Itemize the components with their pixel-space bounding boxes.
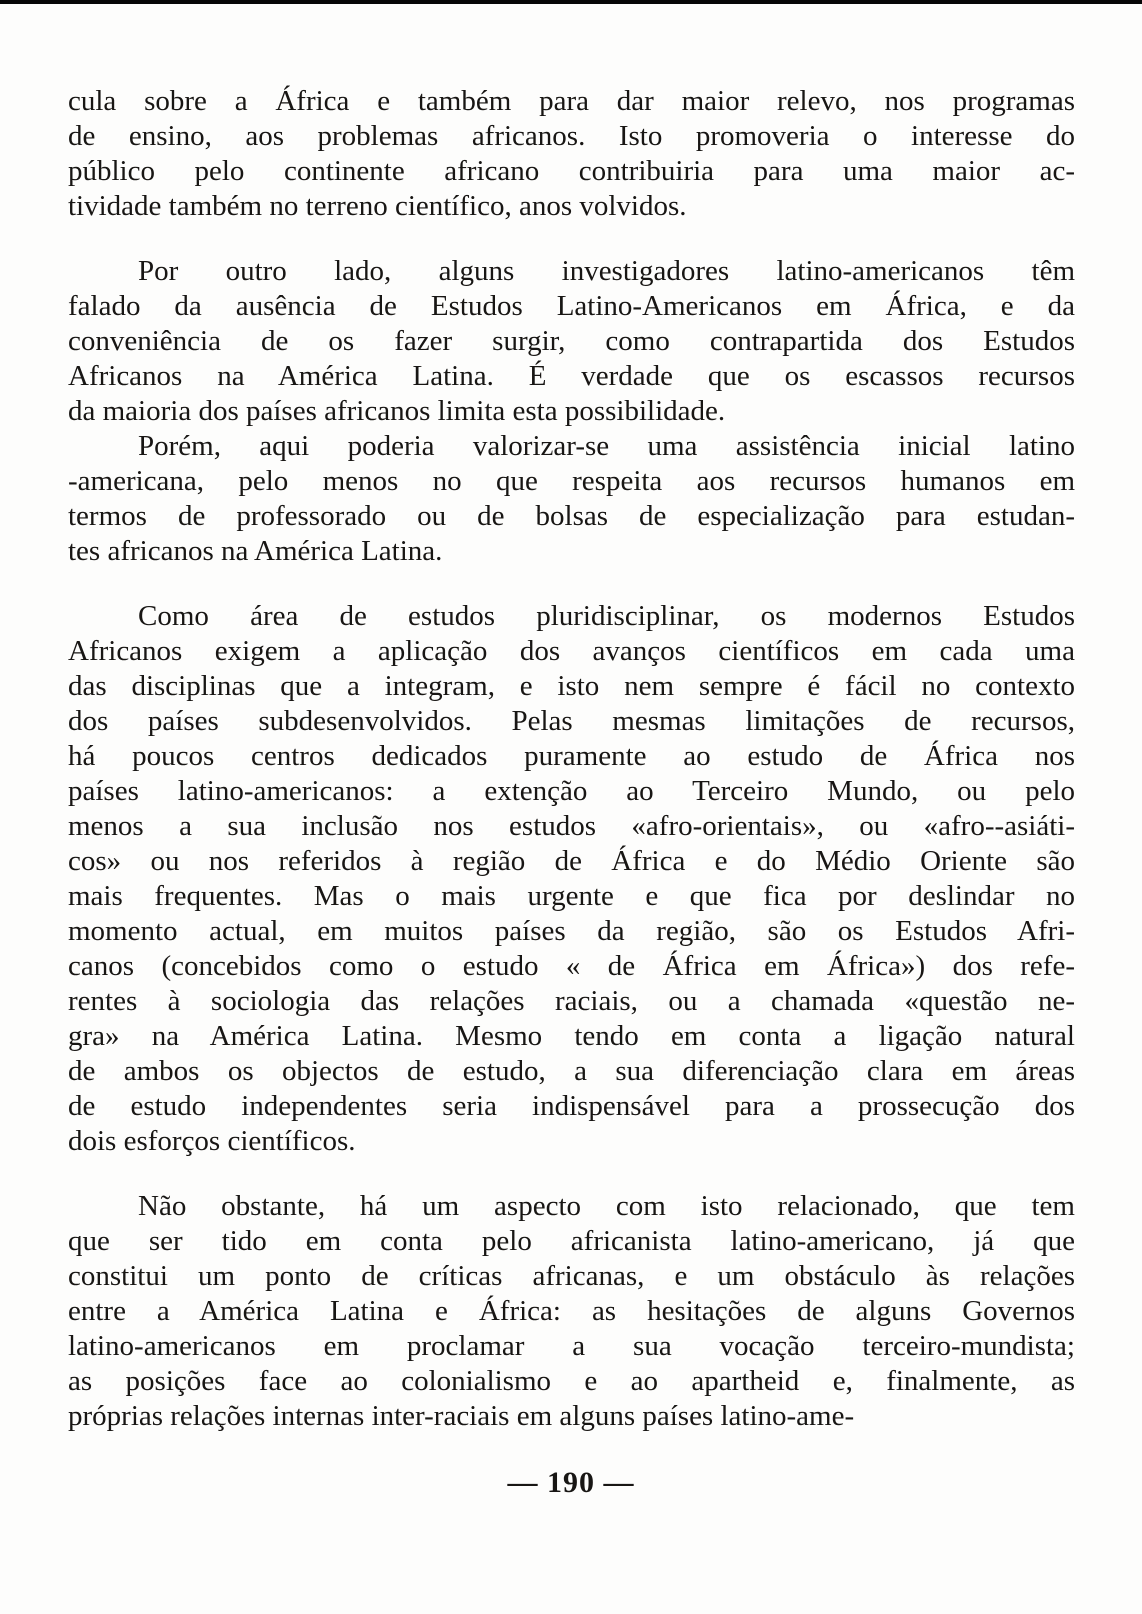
text-line: tes africanos na América Latina. xyxy=(68,535,443,567)
page-text-block xyxy=(68,84,1075,1434)
text-line: as posições face ao colonialismo e ao apartheid e, finalmente, as xyxy=(68,1365,1075,1397)
paragraph xyxy=(68,84,1075,224)
text-line: dois esforços científicos. xyxy=(68,1125,356,1157)
text-line: menos a sua inclusão nos estudos «afro-orientais», ou «afro--asiáti- xyxy=(68,810,1075,842)
text-line: latino-americanos em proclamar a sua vocação terceiro-mundista; xyxy=(68,1330,1075,1362)
text-line: de ambos os objectos de estudo, a sua diferenciação clara em áreas xyxy=(68,1055,1075,1087)
text-line: gra» na América Latina. Mesmo tendo em conta a ligação natural xyxy=(68,1020,1075,1052)
text-line: público pelo continente africano contribuiria para uma maior ac- xyxy=(68,155,1075,187)
text-line: entre a América Latina e África: as hesitações de alguns Governos xyxy=(68,1295,1075,1327)
text-line: cos» ou nos referidos à região de África e do Médio Oriente são xyxy=(68,845,1075,877)
paragraph xyxy=(68,254,1075,429)
text-line: canos (concebidos como o estudo « de África em África») dos refe- xyxy=(68,950,1075,982)
text-line: Por outro lado, alguns investigadores latino-americanos têm xyxy=(138,255,1075,287)
text-line: dos países subdesenvolvidos. Pelas mesmas limitações de recursos, xyxy=(68,705,1075,737)
text-line: Africanos na América Latina. É verdade que os escassos recursos xyxy=(68,360,1075,392)
paragraph xyxy=(68,1189,1075,1434)
text-line: -americana, pelo menos no que respeita aos recursos humanos em xyxy=(68,465,1075,497)
text-line: Como área de estudos pluridisciplinar, os modernos Estudos xyxy=(138,600,1075,632)
text-line: mais frequentes. Mas o mais urgente e que fica por deslindar no xyxy=(68,880,1075,912)
text-line: rentes à sociologia das relações raciais, ou a chamada «questão ne- xyxy=(68,985,1075,1017)
text-line: há poucos centros dedicados puramente ao estudo de África nos xyxy=(68,740,1075,772)
text-line: conveniência de os fazer surgir, como contrapartida dos Estudos xyxy=(68,325,1075,357)
text-line: constitui um ponto de críticas africanas, e um obstáculo às relações xyxy=(68,1260,1075,1292)
page-number: — 190 — xyxy=(507,1466,635,1499)
text-line: que ser tido em conta pelo africanista latino-americano, já que xyxy=(68,1225,1075,1257)
text-line: da maioria dos países africanos limita esta possibilidade. xyxy=(68,395,726,427)
text-line: Não obstante, há um aspecto com isto relacionado, que tem xyxy=(138,1190,1075,1222)
text-line: países latino-americanos: a extenção ao Terceiro Mundo, ou pelo xyxy=(68,775,1075,807)
text-line: momento actual, em muitos países da região, são os Estudos Afri- xyxy=(68,915,1075,947)
text-line: tividade também no terreno científico, anos volvidos. xyxy=(68,190,687,222)
text-line: próprias relações internas inter-raciais em alguns países latino-ame- xyxy=(68,1400,855,1432)
text-line: Porém, aqui poderia valorizar-se uma assistência inicial latino xyxy=(138,430,1075,462)
text-line: Africanos exigem a aplicação dos avanços científicos em cada uma xyxy=(68,635,1075,667)
text-line: das disciplinas que a integram, e isto nem sempre é fácil no contexto xyxy=(68,670,1075,702)
text-line: de estudo independentes seria indispensável para a prossecução dos xyxy=(68,1090,1075,1122)
paragraph xyxy=(68,599,1075,1159)
scan-edge-artifact xyxy=(0,0,1142,4)
text-line: falado da ausência de Estudos Latino-Americanos em África, e da xyxy=(68,290,1075,322)
text-line: cula sobre a África e também para dar maior relevo, nos programas xyxy=(68,85,1075,117)
text-line: termos de professorado ou de bolsas de especialização para estudan- xyxy=(68,500,1075,532)
text-line: de ensino, aos problemas africanos. Isto promoveria o interesse do xyxy=(68,120,1075,152)
paragraph xyxy=(68,429,1075,569)
